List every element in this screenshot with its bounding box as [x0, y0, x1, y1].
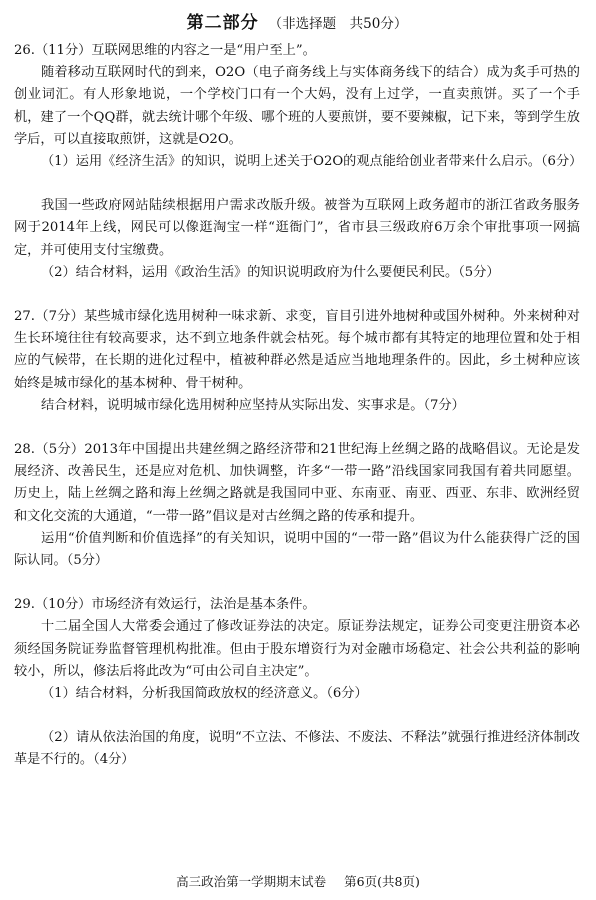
section-header — [14, 8, 580, 38]
q29-stem: 29.（10分）市场经济有效运行，法治是基本条件。 — [14, 597, 316, 613]
answer-space — [14, 572, 580, 594]
answer-space — [14, 284, 580, 306]
q28-subquestion: 运用“价值判断和价值选择”的有关知识，说明中国的“一带一路”倡议为什么能获得广泛的国际认同。（5分） — [14, 530, 580, 569]
q29-subquestion-2: （2）请从依法治国的角度，说明“不立法、不修法、不废法、不释法”就强行推进经济体制改革是不行的。（4分） — [14, 730, 580, 768]
q26-material-1: 随着移动互联网时代的到来，O2O（电子商务线上与实体商务线下的结合）成为炙手可热的创业词汇。有人形象地说，一个学校门口有一个大妈，没有上过学，一直卖煎饼。买了一个手机，建了一个QQ群，就去统计哪个年级、哪个班的人要煎饼，要不要辣椒，记下来，等到学生放学后，可以直接取煎饼，这就是O2O。 — [14, 65, 580, 147]
page-number: 第6页(共8页) — [344, 874, 420, 889]
q28-stem: 28.（5分）2013年中国提出共建丝绸之路经济带和21世纪海上丝绸之路的战略倡议。无论是发展经济、改善民生，还是应对危机、加快调整，许多“一带一路”沿线国家同我国有着共同愿望。历史上，陆上丝绸之路和海上丝绸之路就是我国同中亚、东南亚、南亚、西亚、东非、欧洲经贸和文化交流的大通道，“一带一路”倡议是对古丝绸之路的传承和提升。 — [14, 442, 580, 524]
q29-material: 十二届全国人大常委会通过了修改证券法的决定。原证券法规定，证券公司变更注册资本必须经国务院证券监督管理机构批准。但由于股东增资行为对金融市场稳定、社会公共利益的影响较小，所以，修法后将此改为“可由公司自主决定”。 — [14, 619, 580, 679]
answer-space — [14, 705, 580, 727]
q29-subquestion-1: （1）结合材料，分析我国简政放权的经济意义。（6分） — [41, 686, 368, 702]
q27-subquestion: 结合材料，说明城市绿化选用树种应坚持从实际出发、实事求是。（7分） — [41, 397, 465, 413]
question-27 — [14, 306, 580, 417]
q26-material-2: 我国一些政府网站陆续根据用户需求改版升级。被誉为互联网上政务超市的浙江省政务服务网于2014年上线，网民可以像逛淘宝一样“逛衙门”，省市县三级政府6万余个审批事项一网搞定，并可使用支付宝缴费。 — [14, 198, 580, 258]
page-footer — [0, 872, 596, 892]
question-29 — [14, 594, 580, 771]
answer-space — [14, 173, 580, 195]
question-26 — [14, 40, 583, 284]
section-title: 第二部分 — [186, 13, 259, 33]
q26-subquestion-1: （1）运用《经济生活》的知识，说明上述关于O2O的观点能给创业者带来什么启示。（6分） — [41, 154, 583, 170]
answer-space — [14, 417, 580, 439]
q26-stem: 26.（11分）互联网思维的内容之一是“用户至上”。 — [14, 43, 316, 58]
exam-name: 高三政治第一学期期末试卷 — [176, 874, 327, 889]
section-subtitle: （非选择题 共50分） — [268, 16, 408, 32]
q27-stem: 27.（7分）某些城市绿化选用树种一味求新、求变，盲目引进外地树种或国外树种。外来树种对生长环境往往有较高要求，达不到立地条件就会枯死。每个城市都有其特定的地理位置和处于相应的气候带，在长期的进化过程中，植被种群必然是适应当地地理条件的。因此，乡土树种应该始终是城市绿化的基本树种、骨干树种。 — [14, 309, 580, 391]
q26-subquestion-2: （2）结合材料，运用《政治生活》的知识说明政府为什么要便民利民。（5分） — [41, 264, 500, 280]
question-28 — [14, 439, 580, 572]
